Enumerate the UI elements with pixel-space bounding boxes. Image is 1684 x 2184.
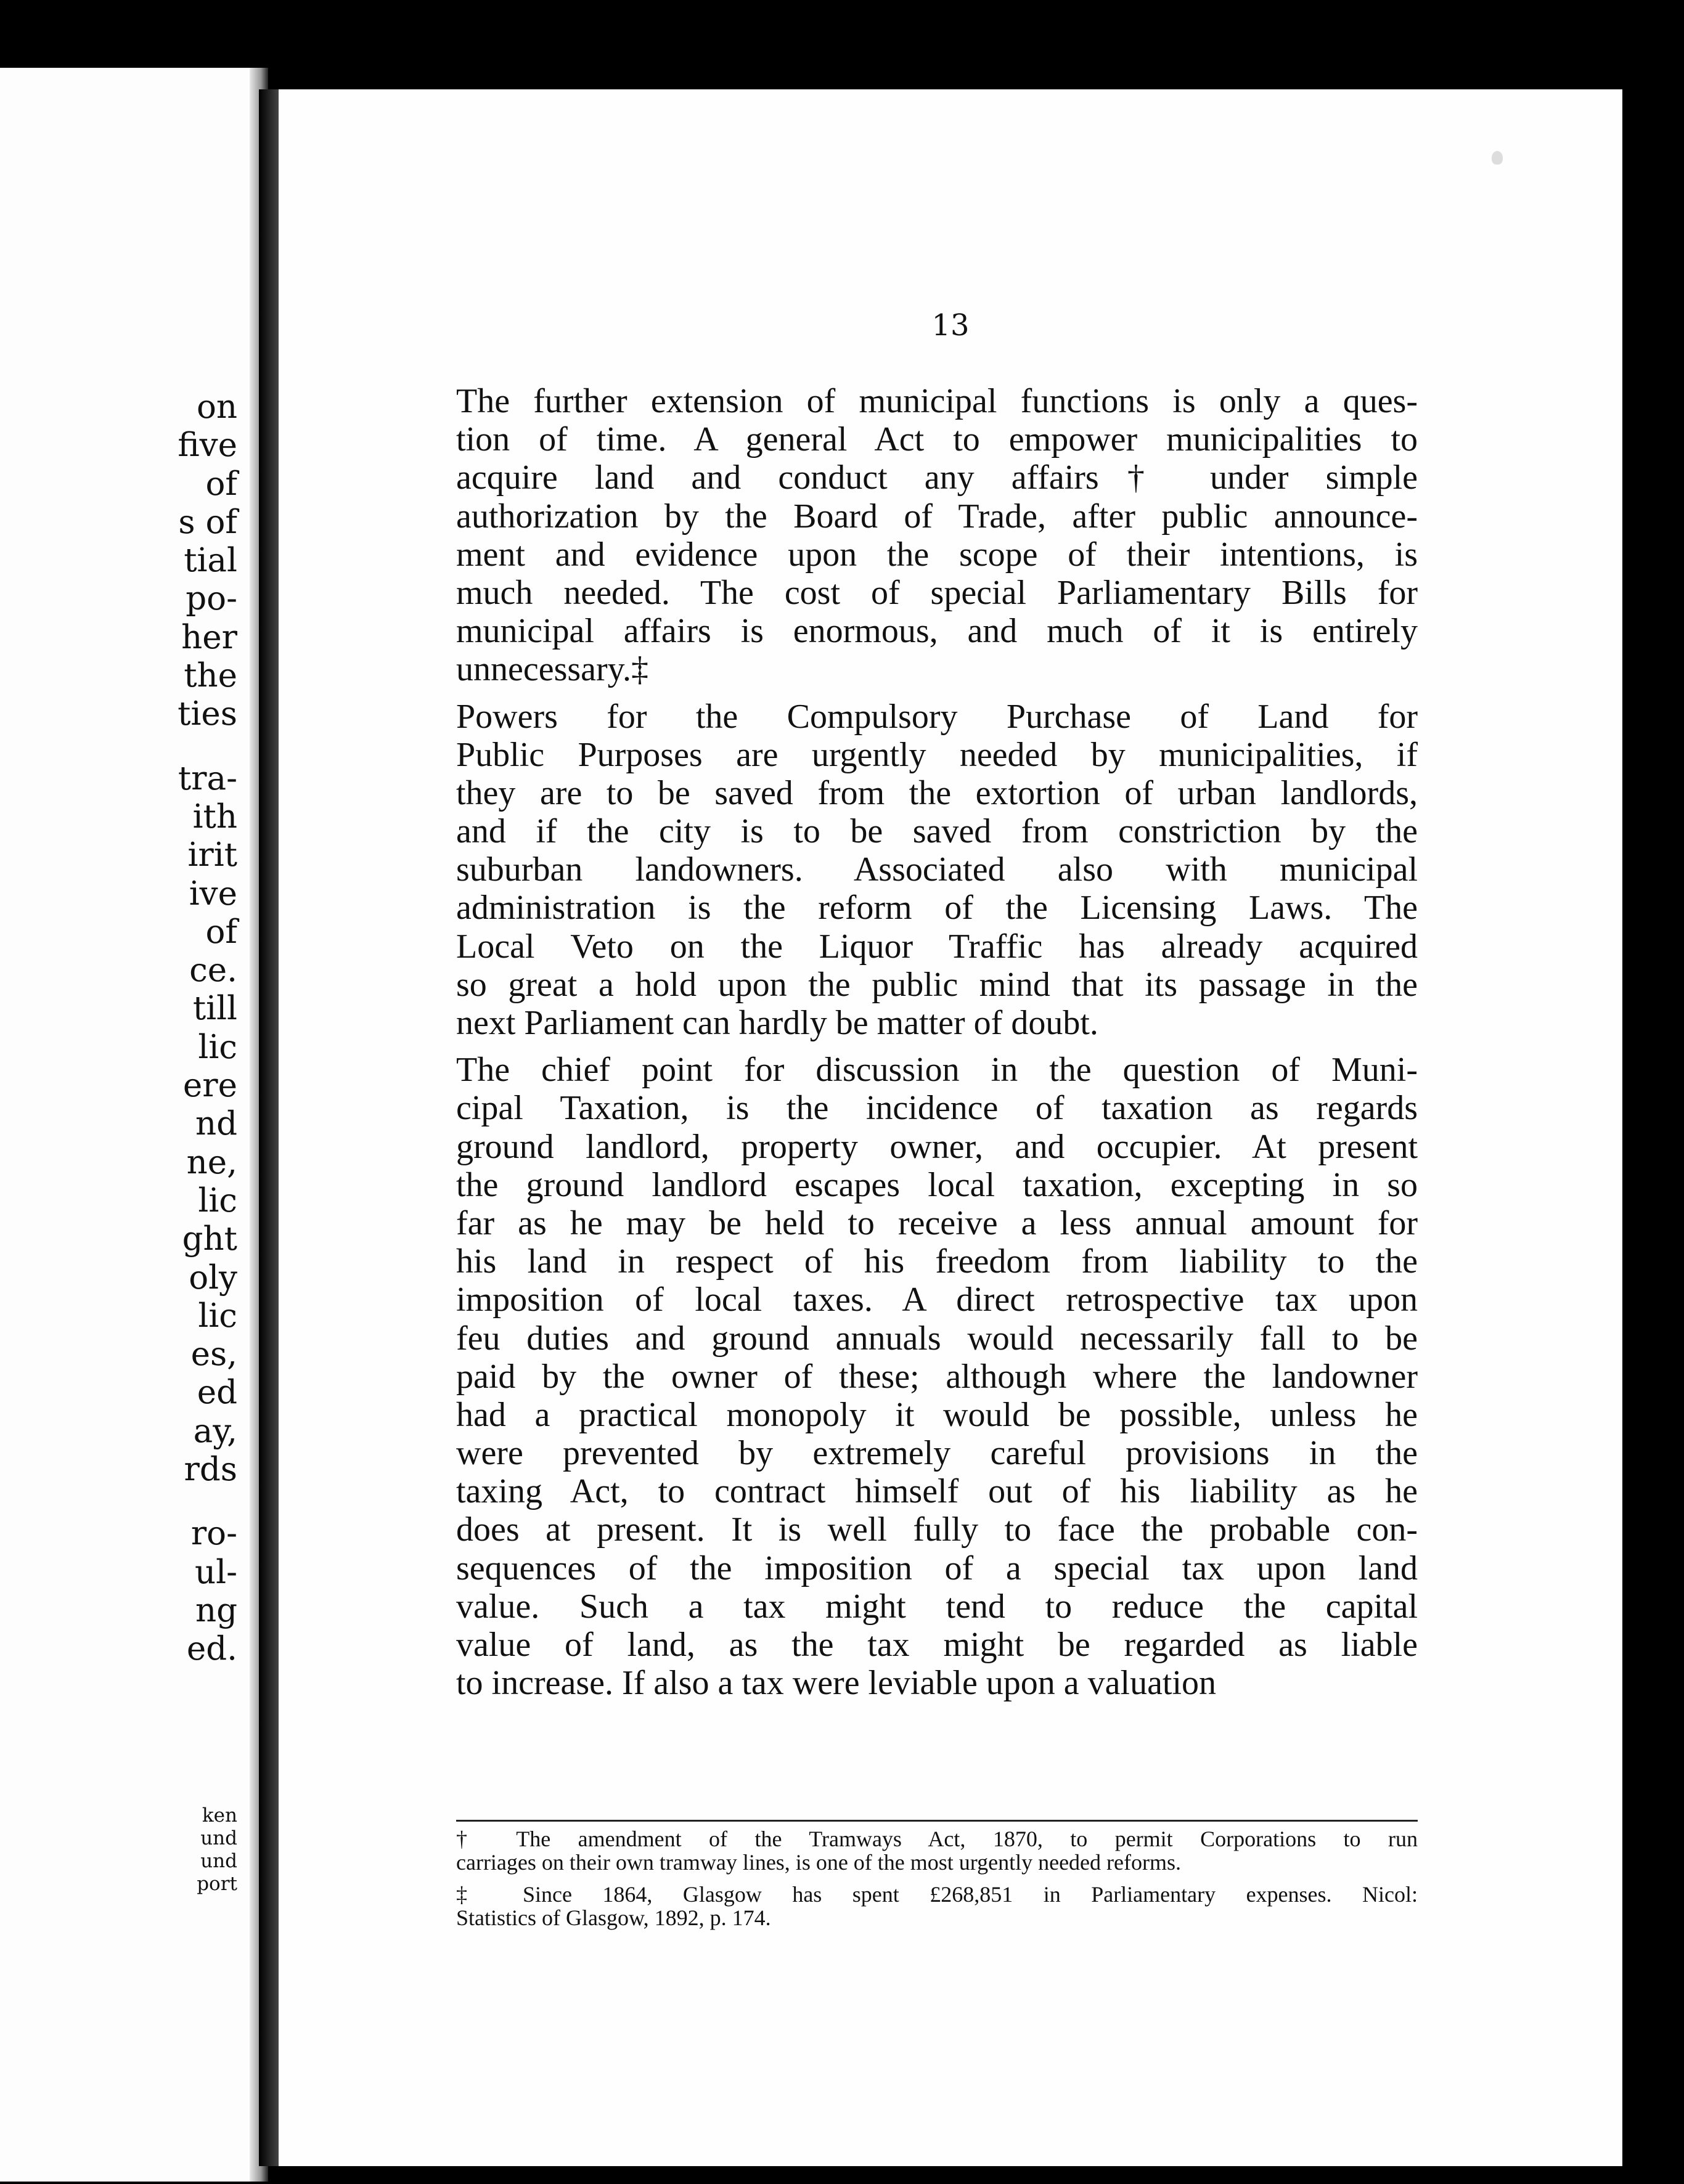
left-fragment-line: s of bbox=[178, 503, 237, 541]
paragraph-gap bbox=[456, 689, 1418, 698]
footnote bbox=[456, 1883, 1418, 1929]
left-fragment-line bbox=[15, 1489, 237, 1515]
text-line: municipal affairs is enormous, and much of it is entirely bbox=[456, 612, 1418, 651]
paragraph-gap bbox=[456, 1042, 1418, 1051]
left-fragment-line: ght bbox=[182, 1220, 237, 1258]
text-line: acquire land and conduct any affairs† under simple bbox=[456, 458, 1418, 497]
text-line: so great a hold upon the public mind that its passage in the bbox=[456, 965, 1418, 1004]
text-line: The further extension of municipal functions is only a ques- bbox=[456, 382, 1418, 420]
left-fragment-line: on bbox=[196, 388, 237, 426]
text-line: much needed. The cost of special Parliamentary Bills for bbox=[456, 573, 1418, 612]
scan-speck bbox=[1492, 151, 1503, 165]
left-fragment-line: ro- bbox=[190, 1515, 237, 1553]
right-page bbox=[279, 89, 1622, 2166]
text-line: had a practical monopoly it would be possible, unless he bbox=[456, 1395, 1418, 1434]
text-line: paid by the owner of these; although where the landowner bbox=[456, 1357, 1418, 1396]
footnote-line: Statistics of Glasgow, 1892, p. 174. bbox=[456, 1905, 771, 1930]
text-line: cipal Taxation, is the incidence of taxation as regards bbox=[456, 1089, 1418, 1128]
left-fragment-line: ng bbox=[195, 1591, 237, 1629]
left-fragment-line: her bbox=[181, 618, 237, 656]
paragraph bbox=[456, 382, 1418, 689]
left-fragment-line: ties bbox=[178, 695, 237, 733]
text-line: Local Veto on the Liquor Traffic has already acquired bbox=[456, 927, 1418, 966]
left-fragment-line: nd bbox=[195, 1105, 237, 1143]
text-line: does at present. It is well fully to face the probable con- bbox=[456, 1510, 1418, 1549]
text-line: ground landlord, property owner, and occupier. At present bbox=[456, 1127, 1418, 1166]
left-fragment-line bbox=[15, 734, 237, 760]
footnote-rule bbox=[456, 1820, 1418, 1822]
text-line: authorization by the Board of Trade, after public announce- bbox=[456, 497, 1418, 536]
text-line: value. Such a tax might tend to reduce the capital bbox=[456, 1587, 1418, 1626]
text-line: taxing Act, to contract himself out of his liability as he bbox=[456, 1472, 1418, 1511]
left-page bbox=[0, 68, 266, 2182]
left-fragment-line: rds bbox=[184, 1451, 237, 1489]
left-fragment-line: ed bbox=[197, 1374, 237, 1412]
text-line: unnecessary.‡ bbox=[456, 650, 649, 689]
left-fragment-line: ce. bbox=[189, 951, 237, 990]
footnotes bbox=[456, 1827, 1418, 1929]
left-fragment-line: es, bbox=[190, 1335, 237, 1374]
footnote bbox=[456, 1827, 1418, 1874]
text-line: feu duties and ground annuals would necessarily fall to be bbox=[456, 1319, 1418, 1358]
left-fragment-line: lic bbox=[198, 1028, 237, 1066]
left-page-footnote-fragments bbox=[52, 1804, 237, 1896]
left-note-line: und bbox=[200, 1827, 237, 1849]
text-line: and if the city is to be saved from constriction by the bbox=[456, 812, 1418, 851]
footnote-gap bbox=[456, 1874, 1418, 1883]
left-fragment-line: five bbox=[178, 426, 237, 465]
text-line: ment and evidence upon the scope of their intentions, is bbox=[456, 535, 1418, 574]
text-line: imposition of local taxes. A direct retrospective tax upon bbox=[456, 1281, 1418, 1319]
left-fragment-line: po- bbox=[186, 580, 237, 618]
text-line: to increase. If also a tax were leviable upon a valuation bbox=[456, 1664, 1217, 1703]
text-line: far as he may be held to receive a less annual amount for bbox=[456, 1204, 1418, 1242]
left-fragment-line: ere bbox=[182, 1067, 237, 1105]
left-fragment-line: of bbox=[205, 465, 237, 503]
left-fragment-line: of bbox=[205, 913, 237, 951]
page-number: 13 bbox=[931, 308, 970, 343]
left-fragment-line: irit bbox=[187, 836, 237, 874]
footnote-line: ‡ Since 1864, Glasgow has spent £268,851 in Parliamentary expenses. Nicol: bbox=[456, 1882, 1418, 1907]
left-fragment-line: tra- bbox=[178, 759, 237, 797]
paragraph bbox=[456, 698, 1418, 1043]
text-line: next Parliament can hardly be matter of doubt. bbox=[456, 1004, 1098, 1042]
left-fragment-line: oly bbox=[189, 1258, 237, 1297]
text-line: sequences of the imposition of a special tax upon land bbox=[456, 1549, 1418, 1587]
text-line: Public Purposes are urgently needed by municipalities, if bbox=[456, 735, 1418, 774]
text-line: they are to be saved from the extortion of urban landlords, bbox=[456, 773, 1418, 812]
footnote-line: carriages on their own tramway lines, is one of the most urgently needed reforms. bbox=[456, 1850, 1181, 1875]
left-fragment-line: ay, bbox=[193, 1412, 237, 1450]
text-line: value of land, as the tax might be regarded as liable bbox=[456, 1626, 1418, 1664]
text-line: his land in respect of his freedom from liability to the bbox=[456, 1242, 1418, 1281]
left-note-line: ken bbox=[202, 1804, 237, 1827]
left-fragment-line: the bbox=[184, 657, 237, 695]
left-fragment-line: ith bbox=[192, 797, 237, 836]
footnote-line: † The amendment of the Tramways Act, 1870, to permit Corporations to run bbox=[456, 1827, 1418, 1851]
text-line: Powers for the Compulsory Purchase of Land for bbox=[456, 697, 1418, 736]
left-fragment-line: lic bbox=[198, 1181, 237, 1220]
text-line: suburban landowners. Associated also with municipal bbox=[456, 850, 1418, 889]
left-fragment-line: ed. bbox=[186, 1630, 237, 1668]
left-fragment-line: ul- bbox=[195, 1553, 237, 1591]
body-text bbox=[456, 382, 1418, 1702]
text-line: The chief point for discussion in the question of Muni- bbox=[456, 1051, 1418, 1090]
left-fragment-line: tial bbox=[184, 542, 237, 580]
text-line: tion of time. A general Act to empower municipalities to bbox=[456, 420, 1418, 459]
left-fragment-line: ne, bbox=[186, 1143, 237, 1181]
left-note-line: port bbox=[197, 1873, 237, 1895]
paragraph bbox=[456, 1051, 1418, 1702]
text-line: administration is the reform of the Licensing Laws. The bbox=[456, 889, 1418, 927]
left-page-text-fragments bbox=[15, 388, 237, 1669]
left-fragment-line: lic bbox=[198, 1297, 237, 1335]
left-fragment-line: till bbox=[192, 990, 237, 1028]
left-note-line: und bbox=[200, 1850, 237, 1872]
text-line: were prevented by extremely careful provisions in the bbox=[456, 1434, 1418, 1473]
left-fragment-line: ive bbox=[189, 874, 237, 913]
text-line: the ground landlord escapes local taxation, excepting in so bbox=[456, 1165, 1418, 1204]
